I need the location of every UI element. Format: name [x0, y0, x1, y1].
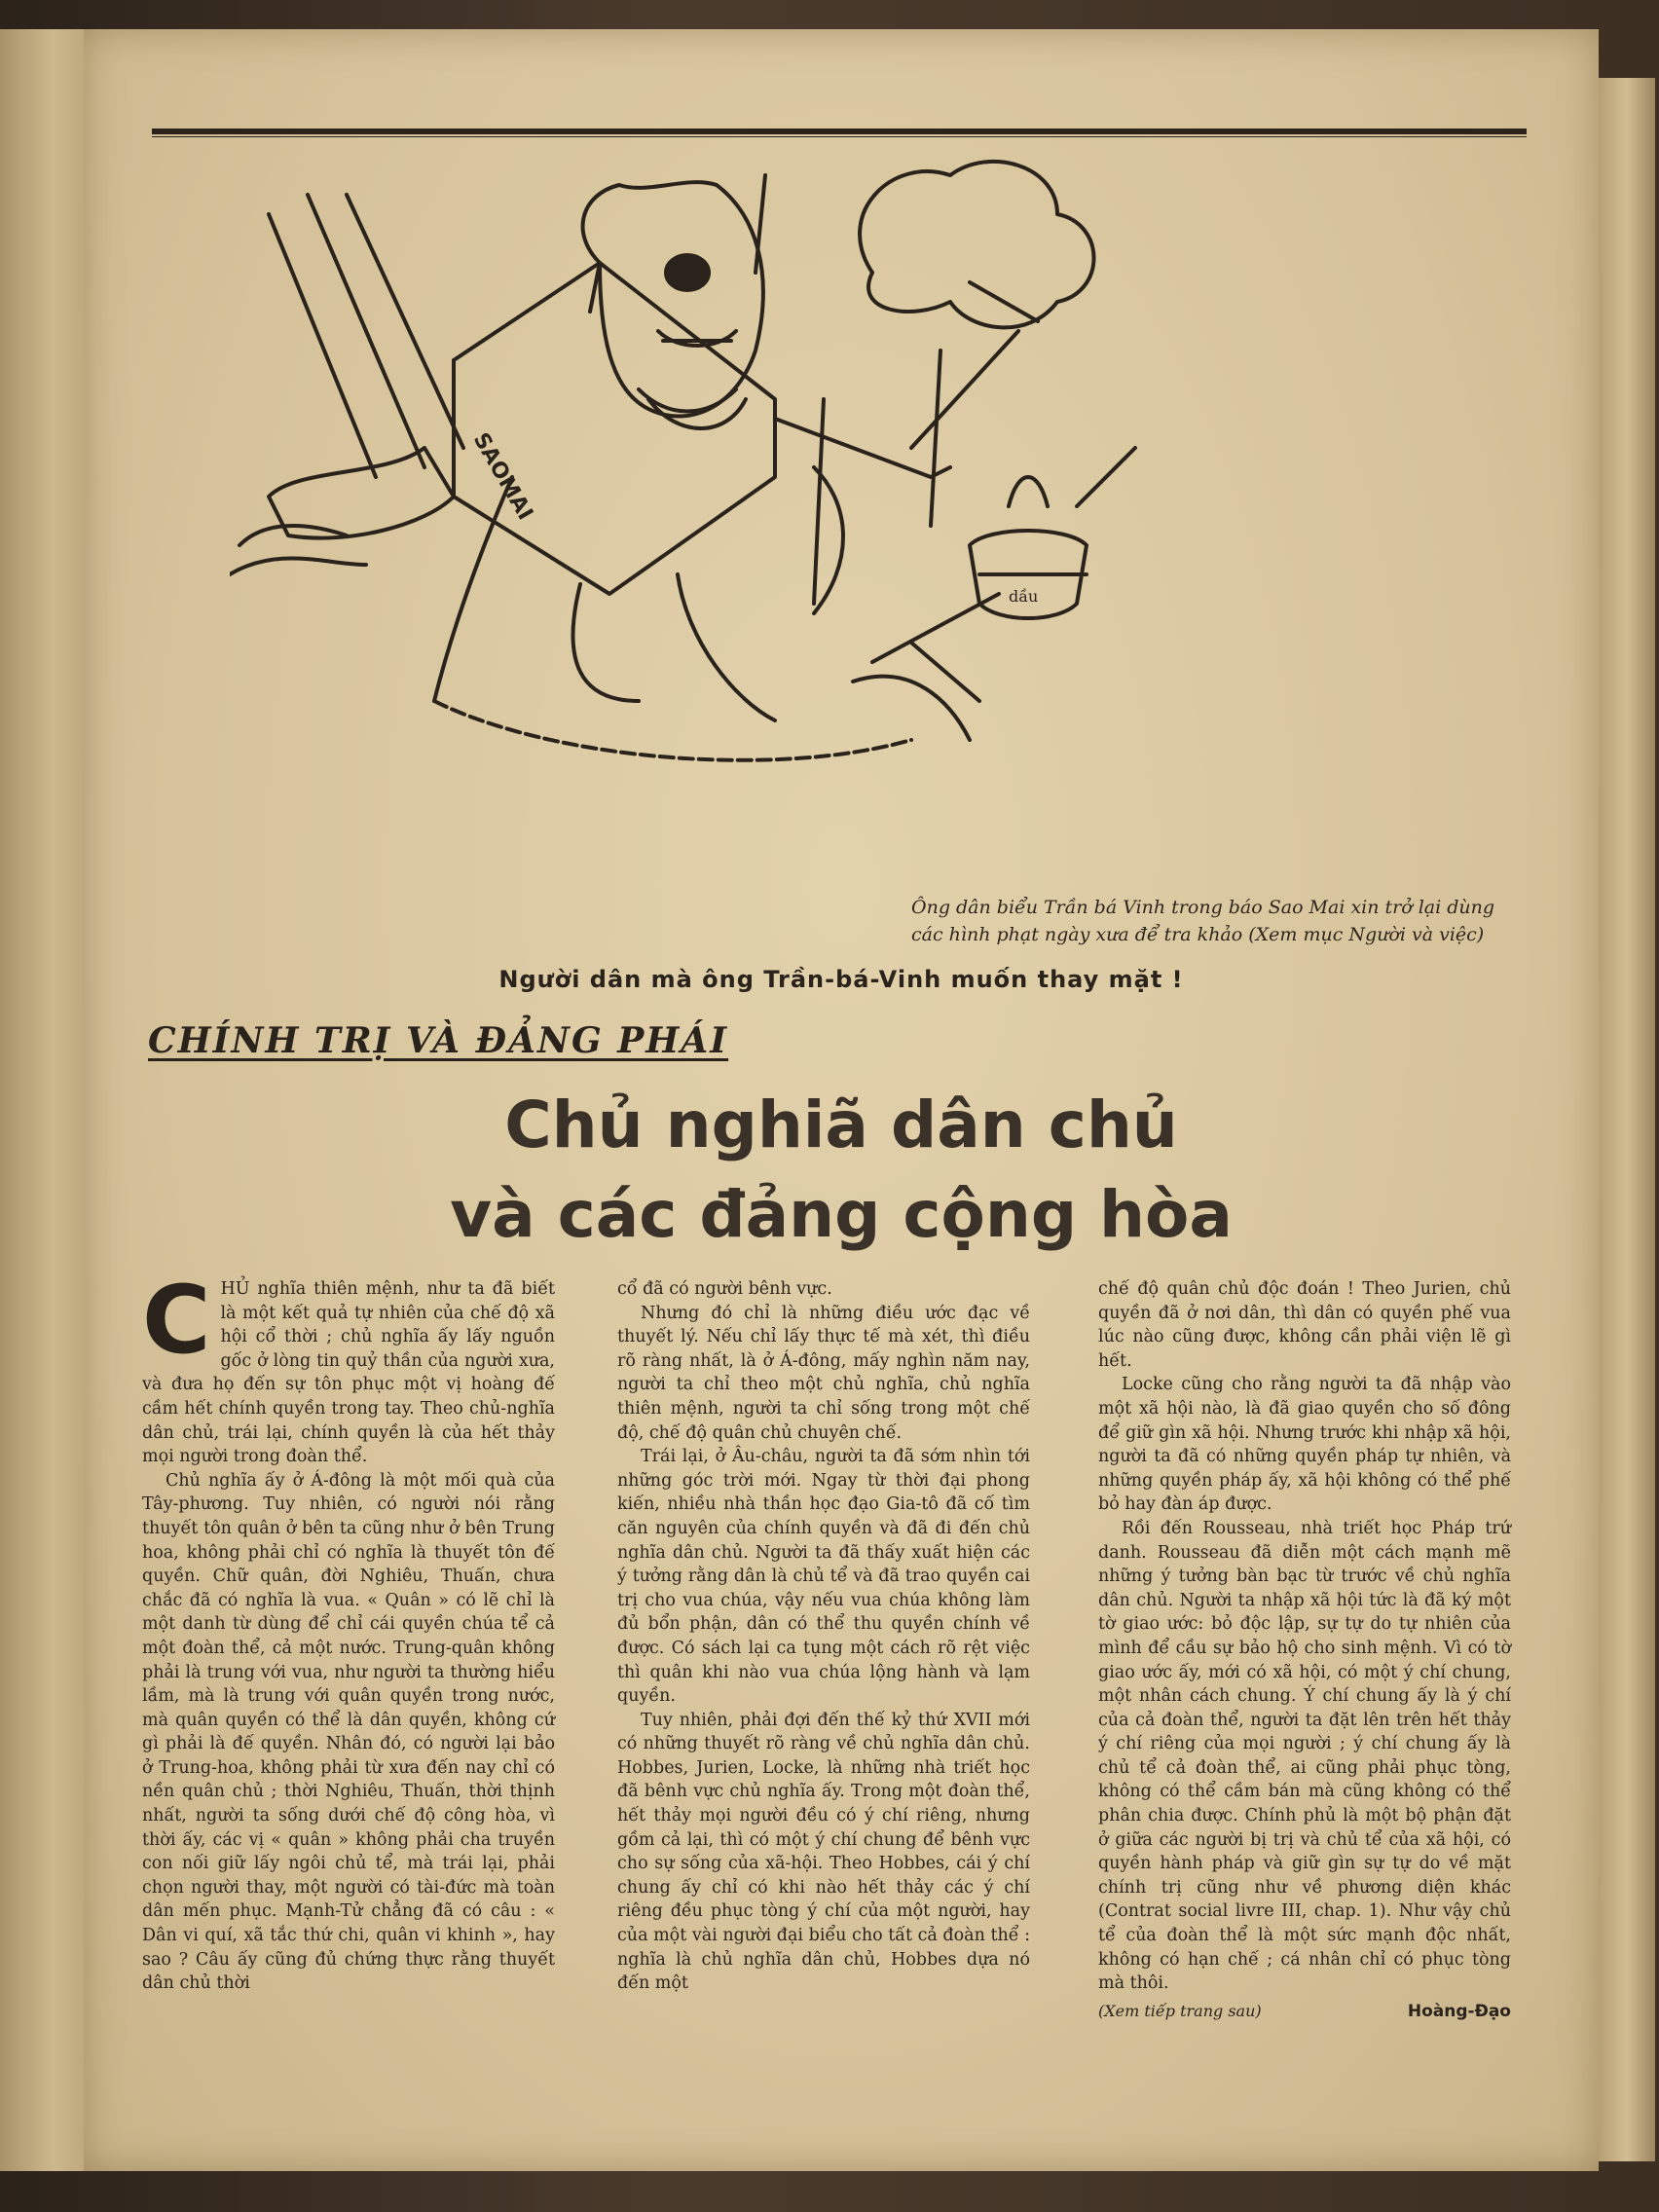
- author-name: Hoàng-Đạo: [1407, 2001, 1511, 2021]
- headline-line-1: Chủ nghiã dân chủ: [504, 1088, 1178, 1162]
- drop-cap: C: [142, 1266, 211, 1375]
- cartoon-subtitle: Người dân mà ông Trần-bá-Vinh muốn thay mặt !: [498, 966, 1184, 993]
- oil-pot-label: dầu: [1009, 587, 1039, 606]
- paragraph: cổ đã có người bênh vực.: [617, 1279, 832, 1299]
- headline-line-2: và các đảng cộng hòa: [450, 1177, 1233, 1252]
- paragraph: Trái lại, ở Âu-châu, người ta đã sớm nhìn tới những góc trời mới. Ngay từ thời đại phong kiến, nhiều nhà thần học đạo Gia-tô đã cố tìm căn nguyên của chính quyền và đã đi đến chủ nghĩa dân chủ. Người ta đã thấy xuất hiện các ý tưởng rằng dân là chủ tể và đã trao quyền cai trị cho vua chúa, vậy nếu vua chúa không làm đủ bổn phận, dân có thể thu quyền chính về được. Có sách lại ca tụng một cách rõ rệt việc thì quân khi nào vua chúa lộng hành và lạm quyền.: [617, 1447, 1030, 1707]
- paragraph: Tuy nhiên, phải đợi đến thế kỷ thứ XVII mới có những thuyết rõ ràng về chủ nghĩa dân chủ. Hobbes, Jurien, Locke, là những nhà triết học đã bênh vực chủ nghĩa ấy. Trong một đoàn thể, hết thảy mọi người đều có ý chí riêng, nhưng gồm cả lại, thì có một ý chí chung để bênh vực cho sự sống của xã-hội. Theo Hobbes, cái ý chí chung ấy chỉ có khi nào hết thảy các ý chí riêng đều phục tòng ý chí của một người, hay của một vài người đại biểu cho tất cả đoàn thể : nghĩa là chủ nghĩa dân chủ, Hobbes dựa nó đến một: [617, 1710, 1030, 1994]
- article-column-1: [142, 1266, 555, 2056]
- cangue-board: [454, 263, 775, 594]
- right-page-stack: [1597, 78, 1655, 2161]
- paragraph: Chủ nghĩa ấy ở Á-đông là một mối quà của Tây-phương. Tuy nhiên, có người nói rằng thuyết tôn quân ở bên ta cũng như ở bên Trung hoa, không phải chỉ có nghĩa là thuyết tôn đế quyền. Chữ quân, đời Nghiêu, Thuấn, chưa chắc đã có nghĩa là vua. « Quân » có lẽ chỉ là một danh từ dùng để chỉ cái quyền chúa tể cả một đoàn thể, cả một nước. Trung-quân không phải là trung với vua, như người ta thường hiểu lầm, mà là trung với quân quyền trong nước, mà quân quyền có thể là dân quyền, không cứ gì phải là đế quyền. Nhân đó, có người lại bảo ở Trung-hoa, không phải từ xưa đến nay chỉ có nền quân chủ ; thời Nghiêu, Thuấn, thời thịnh nhất, người ta sống dưới chế độ công hòa, vì thời ấy, các vị « quân » không phải cha truyền con nối giữ lấy ngôi chủ tể, mà trái lại, phải chọn người thay, một người có tài-đức mà toàn dân mến phục. Mạnh-Tử chẳng đã có câu : « Dân vi quí, xã tắc thứ chi, quân vi khinh », hay sao ? Câu ấy cũng đủ chứng thực rằng thuyết dân chủ thời: [142, 1470, 555, 1994]
- cartoon-caption: [911, 894, 1632, 948]
- paragraph: CHỦ nghĩa thiên mệnh, như ta đã biết là một kết quả tự nhiên của chế độ xã hội cổ thời ; chủ nghĩa ấy lấy nguồn gốc ở lòng tin quỷ thần của người xưa, và đưa họ đến sự tôn phục một vị hoàng đế cầm hết chính quyền trong tay. Theo chủ-nghĩa dân chủ, trái lại, chính quyền là của hết thảy mọi người trong đoàn thể.: [142, 1266, 555, 1467]
- left-page-edge: [0, 29, 92, 2171]
- paragraph: Nhưng đó chỉ là những điều ước đạc về thuyết lý. Nếu chỉ lấy thực tế mà xét, thì điều rõ ràng nhất, là ở Á-đông, mấy nghìn năm nay, người ta chỉ theo một chủ nghĩa, chủ nghĩa thiên mệnh, người ta chỉ sống trong một chế độ, chế độ quân chủ chuyên chế.: [617, 1303, 1030, 1443]
- article-headline: [84, 1081, 1599, 1260]
- section-label: CHÍNH TRỊ VÀ ĐẢNG PHÁI: [148, 1020, 729, 1061]
- paragraph: Locke cũng cho rằng người ta đã nhập vào một xã hội nào, là đã giao quyền cho số đông để giữ gìn xã hội. Nhưng trước khi nhập xã hội, người ta đã có những quyền pháp tự nhiên, và những quyền pháp ấy, xã hội không có thể phế bỏ hay đàn áp được.: [1098, 1375, 1511, 1515]
- paragraph: chế độ quân chủ độc đoán ! Theo Jurien, chủ quyền đã ở nơi dân, thì dân có quyền phế vua lúc nào cũng được, không cần phải viện lẽ gì hết.: [1098, 1279, 1511, 1371]
- article-signoff: [1098, 2000, 1511, 2024]
- smoke-cloud: [860, 162, 1093, 327]
- continued-note: (Xem tiếp trang sau): [1098, 2001, 1262, 2020]
- top-rule: [152, 129, 1527, 134]
- paragraph: Rồi đến Rousseau, nhà triết học Pháp trứ danh. Rousseau đã diễn một cách mạnh mẽ những ý tưởng bàn bạc từ trước về chủ nghĩa dân chủ. Người ta nhập xã hội tức là đã ký một tờ giao ước: bỏ độc lập, sự tự do tự nhiên của mình để cầu sự bảo hộ cho sinh mệnh. Vì có tờ giao ước ấy, mới có xã hội, có một ý chí chung, một nhân cách chung. Ý chí chung ấy là ý chí của cả đoàn thể, người ta đặt lên trên hết thảy ý chí riêng của mọi người ; ý chí chung ấy là chủ tể cả đoàn thể, ai cũng phải phục tòng, không có thể cầm bán mà cũng không có thể phân chia được. Chính phủ là một bộ phận đặt ở giữa các người bị trị và chủ tể của xã hội, có quyền hành pháp và giữ gìn sự tự do về mặt chính trị cũng như về phương diện khác (Contrat social livre III, chap. 1). Như vậy chủ tể của đoàn thể là một sức mạnh độc nhất, không có hạn chế ; cá nhân chỉ có phục tòng mà thôi.: [1098, 1518, 1511, 1994]
- cartoon-illustration: [230, 156, 1486, 896]
- caption-line: Ông dân biểu Trần bá Vinh trong báo Sao Mai xin trở lại dùng: [911, 897, 1495, 918]
- top-rule-thin: [152, 136, 1527, 137]
- cangue-board-label: SAOMAI: [467, 428, 537, 525]
- prisoner-head: [583, 182, 763, 416]
- newspaper-page: [84, 29, 1599, 2171]
- article-column-2: [617, 1277, 1030, 1996]
- caption-line: các hình phạt ngày xưa để tra khảo (Xem mục Người và việc): [911, 924, 1485, 945]
- article-column-3: [1098, 1277, 1511, 2023]
